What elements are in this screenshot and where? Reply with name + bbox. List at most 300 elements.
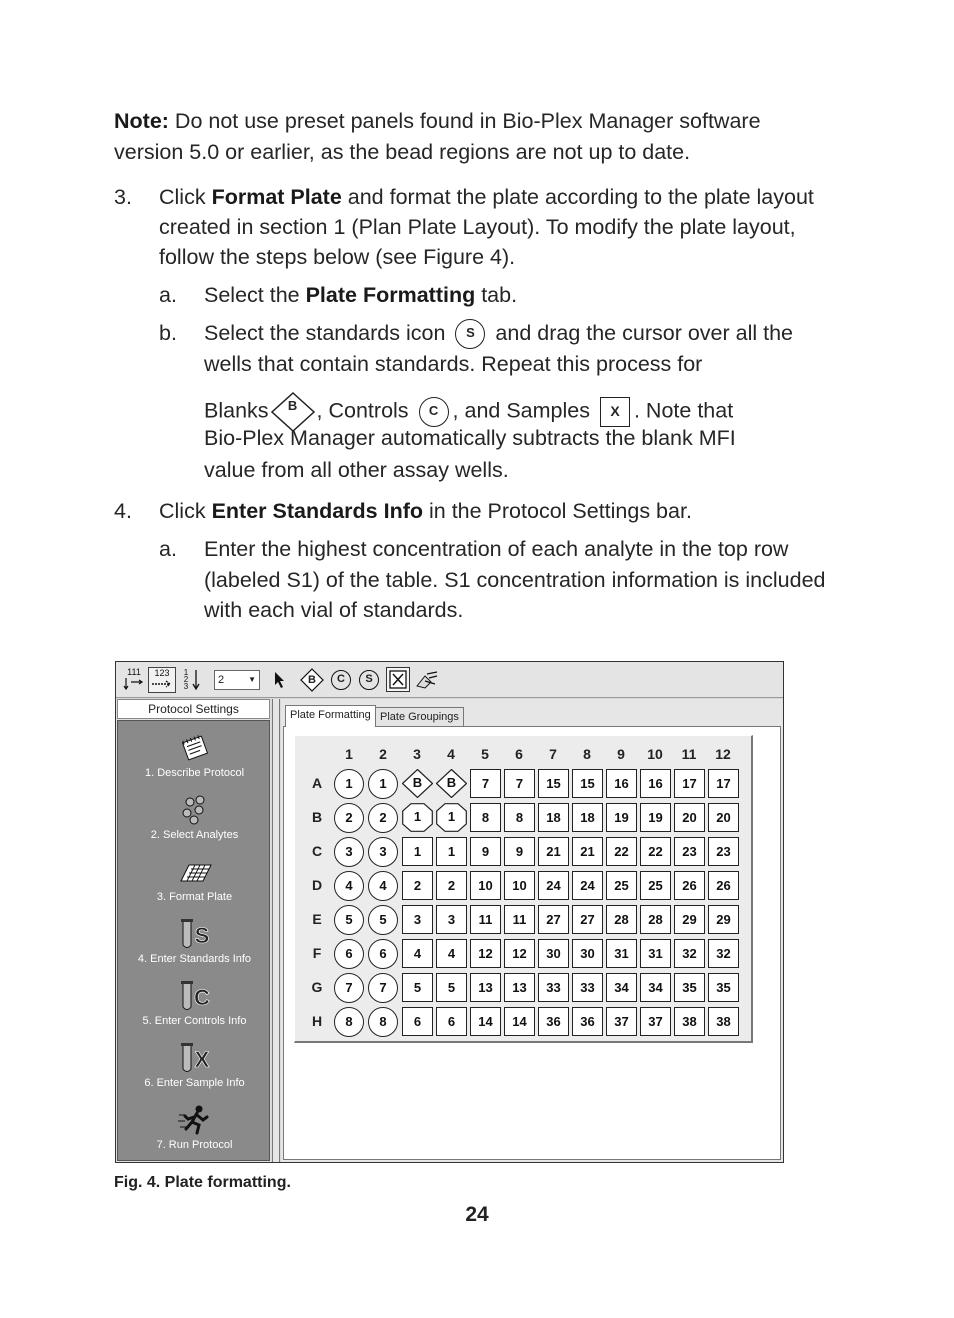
step-3-number: 3. [114, 185, 132, 209]
note-label: Note: [114, 109, 169, 133]
plate-well-label: 21 [546, 844, 561, 859]
pointer-arrow-icon[interactable] [274, 671, 286, 689]
plate-well-label: 7 [481, 776, 490, 791]
plate-panel [281, 699, 783, 1162]
plate-well-label: 16 [648, 776, 663, 791]
plate-well[interactable] [334, 1007, 364, 1037]
toolbar [116, 662, 783, 698]
plate-well[interactable] [606, 769, 637, 798]
plate-well-label: 27 [580, 912, 595, 927]
plate-well-label: 38 [716, 1014, 731, 1029]
step-label: 6. Enter Sample Info [144, 1077, 245, 1089]
plate-column-header[interactable]: 7 [549, 746, 557, 762]
fill-sequential-label: 1 2 3 [183, 668, 189, 691]
plate-column-header[interactable]: 8 [583, 746, 591, 762]
plate-well[interactable] [640, 905, 671, 934]
plate-well-label: 1 [447, 844, 456, 859]
enter-standards-info-term: Enter Standards Info [211, 499, 424, 523]
plate-well-label: B [412, 775, 423, 790]
plate-well-label: 11 [478, 912, 493, 927]
step-enter-standards-info[interactable] [118, 917, 271, 966]
plate-well[interactable] [674, 905, 705, 934]
plate-well[interactable] [470, 973, 501, 1002]
step-label: 3. Format Plate [156, 891, 233, 903]
plate-well-label: 13 [512, 980, 527, 995]
plate-well[interactable] [572, 769, 603, 798]
plate-well[interactable] [640, 1007, 671, 1036]
plate-well[interactable] [368, 939, 398, 969]
plate-well-label: 32 [682, 946, 697, 961]
plate-well[interactable] [504, 973, 535, 1002]
runner-icon [177, 1103, 213, 1137]
plate-column-header[interactable]: 10 [647, 746, 663, 762]
plate-well[interactable] [334, 905, 364, 935]
plate-well[interactable] [708, 769, 739, 798]
plate-well[interactable] [470, 939, 501, 968]
plate-well-label: 2 [345, 810, 353, 825]
plate-well-label: 7 [515, 776, 524, 791]
plate-well[interactable] [708, 871, 739, 900]
plate-well-label: 1 [413, 809, 422, 824]
plate-well-label: 7 [379, 980, 387, 995]
step-4-line [159, 496, 692, 527]
samples-text: , and Samples [452, 398, 590, 423]
plate-well-label: 9 [515, 844, 524, 859]
control-tool-button[interactable]: C [331, 670, 351, 690]
plate-well-label: 6 [447, 1014, 456, 1029]
plate-well-label: 15 [580, 776, 595, 791]
plate-well[interactable] [606, 837, 637, 866]
plate-well-label: 10 [512, 878, 527, 893]
step-3a-letter: a. [159, 283, 177, 307]
plate-well-label: 2 [447, 878, 456, 893]
plate-well-label: 32 [716, 946, 731, 961]
plate-well[interactable] [674, 939, 705, 968]
plate-well-label: 33 [580, 980, 595, 995]
plate-well-label: 12 [512, 946, 527, 961]
plate-well-label: 21 [580, 844, 595, 859]
plate-well[interactable] [708, 973, 739, 1002]
plate-well-label: 37 [648, 1014, 663, 1029]
plate-well-label: 9 [481, 844, 490, 859]
step-3a-post: tab. [475, 283, 518, 307]
beads-icon [177, 793, 213, 827]
replicate-select[interactable] [214, 670, 260, 690]
plate-well-label: 29 [682, 912, 697, 927]
plate-well[interactable] [334, 973, 364, 1003]
step-3b-line-5: value from all other assay wells. [204, 458, 509, 482]
plate-well-label: 4 [345, 878, 353, 893]
protocol-settings-panel [116, 699, 271, 1162]
plate-well[interactable] [640, 973, 671, 1002]
plate-well[interactable] [708, 1007, 739, 1036]
step-format-plate[interactable] [118, 855, 271, 904]
plate-well[interactable] [436, 837, 467, 866]
plate-well[interactable] [436, 871, 467, 900]
plate-well-label: 24 [546, 878, 561, 893]
plate-well[interactable] [334, 939, 364, 969]
plate-well[interactable] [334, 837, 364, 867]
plate-well[interactable] [504, 871, 535, 900]
plate-well-label: 26 [682, 878, 697, 893]
chevron-down-icon: ▼ [248, 675, 256, 684]
plate-well-label: 33 [546, 980, 561, 995]
step-4a-line-3: with each vial of standards. [204, 598, 464, 622]
plate-well-label: 18 [546, 810, 561, 825]
plate-well[interactable] [504, 837, 535, 866]
plate-well[interactable] [470, 769, 501, 798]
plate-column-header[interactable]: 9 [617, 746, 625, 762]
step-3b-letter: b. [159, 321, 177, 345]
plate-well-label: 13 [478, 980, 493, 995]
plate-well[interactable] [538, 871, 569, 900]
note-paragraph [114, 106, 761, 137]
step-3-pre: Click [159, 185, 212, 209]
plate-well[interactable] [674, 803, 705, 832]
plate-well-label: 6 [379, 946, 387, 961]
plate-row-header[interactable]: F [312, 945, 322, 961]
fill-by-rows-button[interactable] [122, 668, 146, 692]
tube-x-icon [177, 1041, 213, 1075]
standards-s-icon: S [455, 319, 485, 349]
replicate-select-value: 2 [218, 674, 225, 686]
plate-well[interactable] [402, 1007, 433, 1036]
plate-well[interactable] [436, 769, 467, 798]
tube-c-icon [177, 979, 213, 1013]
plate-well-label: 14 [478, 1014, 493, 1029]
step-3b-line-2: wells that contain standards. Repeat this process for [204, 352, 703, 376]
plate-well-label: 28 [614, 912, 629, 927]
fill-rows-label: 111 [127, 667, 141, 677]
plate-row-header[interactable]: A [311, 775, 323, 791]
blanks-text: Blanks [204, 398, 269, 423]
step-4-number: 4. [114, 499, 132, 523]
plate-well-label: 20 [682, 810, 697, 825]
plate-well[interactable] [572, 871, 603, 900]
plate-well[interactable] [436, 905, 467, 934]
step-label: 4. Enter Standards Info [137, 953, 252, 965]
plate-well[interactable] [708, 939, 739, 968]
plate-well-label: 18 [580, 810, 595, 825]
plate-well[interactable] [504, 939, 535, 968]
step-3-line-3: follow the steps below (see Figure 4). [159, 245, 516, 269]
plate-well[interactable] [470, 871, 501, 900]
step-4-post: in the Protocol Settings bar. [423, 499, 692, 523]
plate-well-label: 19 [648, 810, 663, 825]
svg-text:C: C [193, 985, 210, 1010]
blank-diamond-letter: B [287, 398, 298, 413]
plate-well-label: 12 [478, 946, 493, 961]
plate-well[interactable] [436, 1007, 467, 1036]
tube-s-icon [177, 917, 213, 951]
step-label: 1. Describe Protocol [144, 767, 245, 779]
plate-well[interactable] [334, 871, 364, 901]
step-label: 2. Select Analytes [150, 829, 239, 841]
plate-well[interactable] [334, 803, 364, 833]
plate-well-label: 1 [379, 776, 387, 791]
plate-well-label: 10 [478, 878, 493, 893]
step-3b-line-3-post: . Note that [633, 398, 734, 423]
step-3b-line-4: Bio-Plex Manager automatically subtracts the blank MFI [204, 426, 736, 450]
plate-well-label: 25 [648, 878, 663, 893]
plate-well[interactable] [368, 1007, 398, 1037]
fill-columns-label: 123 [154, 668, 170, 678]
plate-well[interactable] [368, 837, 398, 867]
plate-well[interactable] [606, 1007, 637, 1036]
controls-text: , Controls [316, 398, 409, 423]
figure-caption: Fig. 4. Plate formatting. [114, 1174, 291, 1191]
plate-well-label: 5 [413, 980, 422, 995]
plate-well-label: 34 [614, 980, 629, 995]
blank-tool-letter: B [308, 674, 316, 686]
plate-well[interactable] [368, 905, 398, 935]
controls-c-icon: C [419, 397, 449, 427]
plate-row-header[interactable]: E [312, 911, 322, 927]
plate-well[interactable] [538, 973, 569, 1002]
plate-row-header[interactable]: B [311, 809, 323, 825]
plate-well-label: 11 [512, 912, 527, 927]
plate-well[interactable] [674, 769, 705, 798]
plate-well[interactable] [402, 905, 433, 934]
plate-well-label: 3 [413, 912, 422, 927]
plate-well[interactable] [436, 803, 467, 832]
plate-formatting-term: Plate Formatting [305, 283, 476, 307]
plate-well-label: 5 [447, 980, 456, 995]
protocol-settings-header: Protocol Settings [117, 699, 270, 719]
plate-well[interactable] [368, 803, 398, 833]
plate-well-label: 34 [648, 980, 663, 995]
plate-well-label: 2 [379, 810, 387, 825]
plate-well[interactable] [708, 803, 739, 832]
plate-well-label: 6 [413, 1014, 422, 1029]
plate-column-header[interactable]: 4 [447, 746, 455, 762]
plate-well-label: 31 [614, 946, 629, 961]
plate-row-header[interactable]: G [311, 979, 323, 995]
plate-well-label: 36 [580, 1014, 595, 1029]
plate-well-label: B [446, 775, 457, 790]
plate-well-label: 28 [648, 912, 663, 927]
standard-tool-button[interactable]: S [359, 670, 379, 690]
plate-well[interactable] [436, 973, 467, 1002]
plate-well[interactable] [470, 905, 501, 934]
panel-splitter[interactable] [272, 699, 280, 1162]
plate-well-label: 3 [345, 844, 353, 859]
plate-well-label: 8 [481, 810, 490, 825]
notepad-icon [177, 731, 213, 765]
step-label: 7. Run Protocol [156, 1139, 233, 1151]
plate-well[interactable] [674, 973, 705, 1002]
plate-well-label: 5 [379, 912, 387, 927]
sample-tool-button[interactable] [386, 667, 410, 692]
format-plate-term: Format Plate [211, 185, 342, 209]
tab-plate-formatting[interactable]: Plate Formatting [285, 705, 376, 727]
plate-well-label: 4 [413, 946, 422, 961]
plate-column-header[interactable]: 6 [515, 746, 523, 762]
plate-well[interactable] [640, 769, 671, 798]
plate-icon [177, 855, 213, 889]
step-enter-controls-info[interactable] [118, 979, 271, 1028]
plate-well[interactable] [674, 1007, 705, 1036]
plate-well[interactable] [640, 803, 671, 832]
plate-column-header[interactable]: 5 [481, 746, 489, 762]
plate-well-label: 36 [546, 1014, 561, 1029]
plate-well-label: 2 [413, 878, 422, 893]
plate-well[interactable] [606, 871, 637, 900]
plate-column-header[interactable]: 11 [681, 746, 697, 762]
step-3a-line [204, 280, 517, 311]
plate-well[interactable] [538, 939, 569, 968]
step-describe-protocol[interactable] [118, 731, 271, 780]
plate-well-label: 19 [614, 810, 629, 825]
plate-well-label: 35 [682, 980, 697, 995]
plate-well[interactable] [368, 871, 398, 901]
plate-well[interactable] [538, 1007, 569, 1036]
plate-well[interactable] [606, 939, 637, 968]
plate-well-label: 27 [546, 912, 561, 927]
plate-grid [294, 735, 753, 1043]
plate-well[interactable] [708, 905, 739, 934]
plate-well-label: 8 [515, 810, 524, 825]
plate-well-label: 1 [413, 844, 422, 859]
plate-well-label: 23 [716, 844, 731, 859]
fill-sequential-button[interactable] [180, 668, 202, 692]
page-number: 24 [465, 1203, 489, 1226]
plate-well[interactable] [572, 973, 603, 1002]
plate-well-label: 16 [614, 776, 629, 791]
plate-well[interactable] [572, 1007, 603, 1036]
step-3a-pre: Select the [204, 283, 306, 307]
blank-tool-button[interactable] [300, 668, 324, 692]
step-3b-pre: Select the standards icon [204, 321, 446, 345]
plate-well-label: 30 [546, 946, 561, 961]
plate-row-header[interactable]: D [311, 877, 323, 893]
plate-well[interactable] [402, 837, 433, 866]
plate-well[interactable] [470, 1007, 501, 1036]
plate-well-label: 8 [345, 1014, 353, 1029]
plate-well[interactable] [436, 939, 467, 968]
software-screenshot [115, 661, 784, 1163]
plate-well[interactable] [538, 905, 569, 934]
plate-well-label: 1 [447, 809, 456, 824]
plate-column-header[interactable]: 2 [379, 746, 387, 762]
plate-well-label: 37 [614, 1014, 629, 1029]
plate-well[interactable] [402, 973, 433, 1002]
plate-well[interactable] [368, 973, 398, 1003]
plate-well[interactable] [402, 803, 433, 832]
fill-by-columns-button[interactable] [148, 667, 176, 693]
step-run-protocol[interactable] [118, 1103, 271, 1152]
plate-well[interactable] [640, 939, 671, 968]
eraser-icon[interactable] [415, 670, 439, 690]
svg-text:X: X [194, 1047, 209, 1072]
step-3-post: and format the plate according to the plate layout [341, 185, 814, 209]
plate-well[interactable] [334, 769, 364, 799]
plate-well[interactable] [538, 837, 569, 866]
svg-text:S: S [194, 923, 209, 948]
note-line-1: Do not use preset panels found in Bio-Plex Manager software [168, 109, 761, 133]
plate-well-label: 25 [614, 878, 629, 893]
plate-well-label: 31 [648, 946, 663, 961]
plate-well[interactable] [572, 905, 603, 934]
plate-well-label: 29 [716, 912, 731, 927]
plate-well-label: 4 [447, 946, 456, 961]
plate-column-header[interactable]: 3 [413, 746, 421, 762]
plate-well[interactable] [538, 803, 569, 832]
plate-well-label: 17 [716, 776, 731, 791]
plate-column-header[interactable]: 1 [345, 746, 353, 762]
plate-well[interactable] [674, 871, 705, 900]
plate-well[interactable] [674, 837, 705, 866]
tab-plate-groupings[interactable]: Plate Groupings [375, 707, 464, 727]
plate-well[interactable] [402, 769, 433, 798]
plate-well[interactable] [504, 1007, 535, 1036]
step-enter-sample-info[interactable] [118, 1041, 271, 1090]
step-3-line-2: created in section 1 (Plan Plate Layout). To modify the plate layout, [159, 215, 796, 239]
plate-well-label: 4 [379, 878, 387, 893]
plate-row-header[interactable]: C [311, 843, 323, 859]
plate-well-label: 22 [648, 844, 663, 859]
note-line-2: version 5.0 or earlier, as the bead regions are not up to date. [114, 140, 691, 164]
plate-well[interactable] [470, 803, 501, 832]
plate-well-label: 1 [345, 776, 353, 791]
plate-well-label: 24 [580, 878, 595, 893]
plate-well[interactable] [572, 803, 603, 832]
step-4a-line-2: (labeled S1) of the table. S1 concentration information is included [204, 568, 826, 592]
step-select-analytes[interactable] [118, 793, 271, 842]
plate-well-label: 17 [682, 776, 697, 791]
plate-well[interactable] [504, 803, 535, 832]
plate-well-label: 14 [512, 1014, 527, 1029]
arrow-right-icon [150, 678, 174, 690]
plate-well-label: 23 [682, 844, 697, 859]
plate-well[interactable] [640, 871, 671, 900]
plate-well[interactable] [402, 939, 433, 968]
sample-x-icon [387, 668, 409, 691]
plate-well-label: 3 [379, 844, 387, 859]
protocol-settings-steps [117, 720, 270, 1161]
plate-well-label: 3 [447, 912, 456, 927]
plate-well[interactable] [504, 769, 535, 798]
plate-well-label: 8 [379, 1014, 387, 1029]
plate-well[interactable] [606, 803, 637, 832]
plate-well[interactable] [606, 905, 637, 934]
plate-well[interactable] [504, 905, 535, 934]
plate-well[interactable] [606, 973, 637, 1002]
plate-well-label: 22 [614, 844, 629, 859]
plate-column-header[interactable]: 12 [715, 746, 731, 762]
plate-well[interactable] [402, 871, 433, 900]
plate-well-label: 5 [345, 912, 353, 927]
plate-well[interactable] [572, 837, 603, 866]
plate-well-label: 20 [716, 810, 731, 825]
plate-well-label: 30 [580, 946, 595, 961]
plate-well[interactable] [708, 837, 739, 866]
plate-well-label: 15 [546, 776, 561, 791]
plate-well[interactable] [368, 769, 398, 799]
plate-well[interactable] [470, 837, 501, 866]
plate-well[interactable] [538, 769, 569, 798]
plate-well-label: 38 [682, 1014, 697, 1029]
plate-well[interactable] [640, 837, 671, 866]
step-3-line-1 [159, 182, 814, 213]
plate-well[interactable] [572, 939, 603, 968]
samples-x-icon: X [600, 397, 630, 427]
arrow-down-right-icon [123, 677, 145, 691]
plate-well-label: 26 [716, 878, 731, 893]
plate-row-header[interactable]: H [311, 1013, 323, 1029]
plate-formatting-page [283, 726, 781, 1160]
plate-well-label: 35 [716, 980, 731, 995]
